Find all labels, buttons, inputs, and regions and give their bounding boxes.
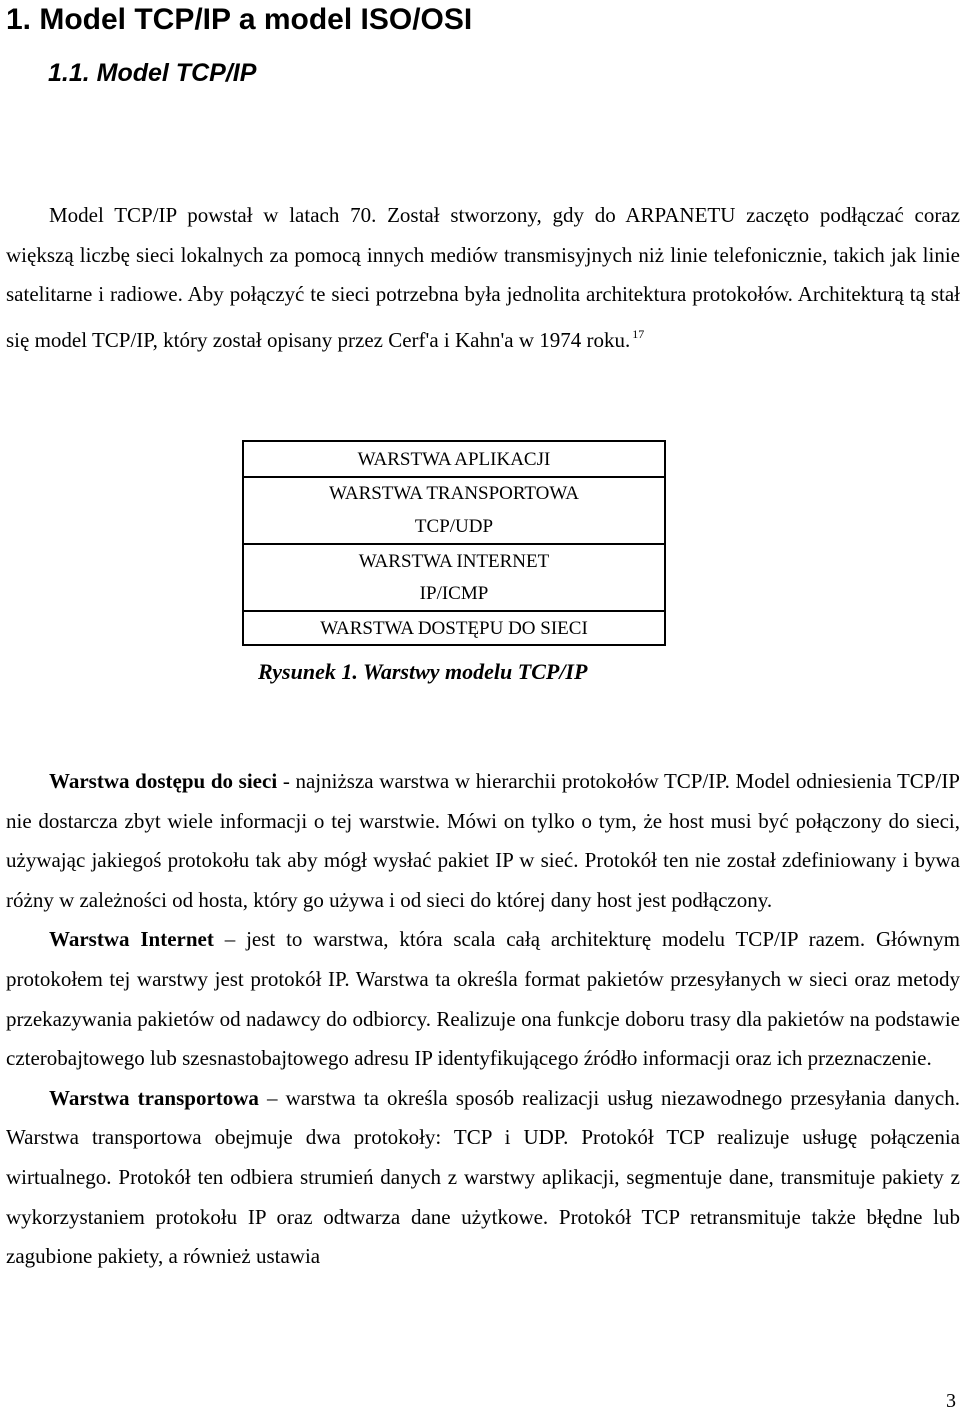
page-number: 3: [946, 1390, 956, 1412]
subsection-heading: 1.1. Model TCP/IP: [48, 59, 257, 87]
footnote-reference: 17: [632, 326, 645, 341]
description-transport: – warstwa ta określa sposób realizacji usług niezawodnego przesyłania danych. Warstwa transportowa obejmuje dwa protokoły: TCP i UDP. Protokół TCP realizuje usługę połączenia wirtualnego. Protokół ten odbiera strumień danych z warstwy aplikacji, segmentuje dane, transmituje pakiety z wykorzystaniem protokołu IP oraz odtwarza dane użytkowe. Protokół TCP retransmituje także błędne lub zagubione pakiety, a również ustawia: [6, 1085, 960, 1269]
paragraph-network-access: [6, 762, 960, 920]
layer-transport-protocols: TCP/UDP: [414, 516, 494, 537]
layer-divider: [244, 610, 664, 612]
term-internet: Warstwa Internet: [49, 927, 214, 952]
intro-paragraph: [6, 196, 960, 360]
layer-descriptions: [6, 762, 960, 1277]
layer-divider: [244, 476, 664, 478]
layer-network-access: WARSTWA DOSTĘPU DO SIECI: [320, 618, 588, 639]
layer-internet-protocols: IP/ICMP: [419, 583, 489, 604]
term-network-access: Warstwa dostępu do sieci: [49, 769, 278, 793]
description-network-access: - najniższa warstwa w hierarchii protokołów TCP/IP. Model odniesienia TCP/IP nie dostarcza zbyt wiele informacji o tej warstwie. Mówi on tylko o tym, że host musi być połączony do sieci, używając jakiegoś protokołu tak aby mógł wysłać pakiet IP w sieć. Protokół ten nie został zdefiniowany i bywa różny w zależności od hosta, który go używa i od sieci do której dany host jest podłączony.: [6, 769, 960, 912]
description-internet: – jest to warstwa, która scala całą architekturę modelu TCP/IP razem. Głównym protokołem tej warstwy jest protokół IP. Warstwa ta określa format pakietów przesyłanych w sieci oraz metody przekazywania pakietów od nadawcy do odbiorcy. Realizuje ona funkcje doboru trasy dla pakietów na podstawie czterobajtowego lub szesnastobajtowego adresu IP identyfikującego źródło informacji oraz ich przeznaczenie.: [6, 927, 960, 1071]
layer-divider: [244, 543, 664, 545]
figure-caption: Rysunek 1. Warstwy modelu TCP/IP: [258, 659, 588, 684]
tcpip-layer-diagram: [242, 440, 666, 646]
intro-text: Model TCP/IP powstał w latach 70. Został stworzony, gdy do ARPANETU zaczęto podłączać coraz większą liczbę sieci lokalnych za pomocą innych mediów transmisyjnych niż linie telefonicznie, takich jak linie satelitarne i radiowe. Aby połączyć te sieci potrzebna była jednolita architektura protokołów. Architekturą tą stał się model TCP/IP, który został opisany przez Cerf'a i Kahn'a w 1974 roku.: [6, 203, 960, 352]
paragraph-transport: [6, 1079, 960, 1277]
layer-application: WARSTWA APLIKACJI: [357, 449, 551, 470]
term-transport: Warstwa transportowa: [49, 1085, 259, 1110]
layer-transport: WARSTWA TRANSPORTOWA: [329, 483, 579, 504]
layer-internet: WARSTWA INTERNET: [358, 551, 550, 572]
section-heading: 1. Model TCP/IP a model ISO/OSI: [6, 3, 473, 36]
paragraph-internet: [6, 920, 960, 1078]
